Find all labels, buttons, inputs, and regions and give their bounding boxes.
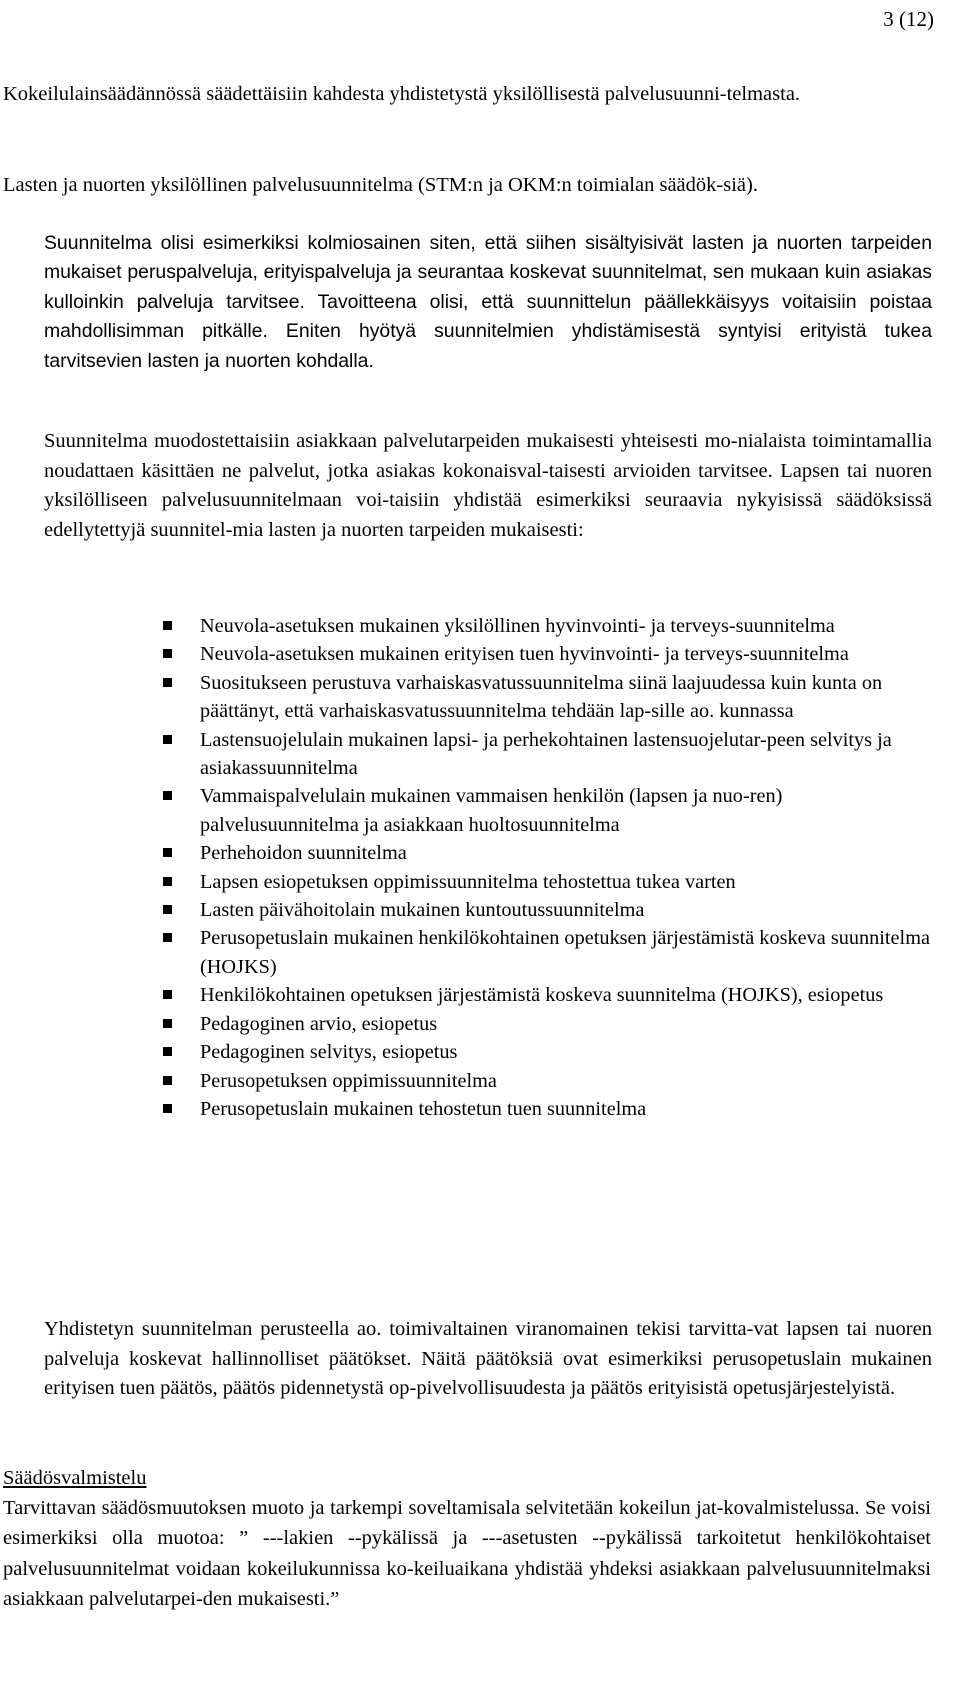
list-item	[200, 726, 930, 783]
plan-description-paragraph: Suunnitelma olisi esimerkiksi kolmiosainen siten, että siihen sisältyisivät lasten ja nuorten tarpeiden mukaiset peruspalveluja, erityispalveluja ja seurantaa koskevat suunnitelmat, sen mukaan kuin asiakas kulloinkin palveluja tarvitsee. Tavoitteena olisi, että suunnittelun päällekkäisyys voitaisiin poistaa mahdollisimman pitkälle. Eniten hyötyä suunnitelmien yhdistämisestä syntyisi erityistä tukea tarvitsevien lasten ja nuorten kohdalla.	[44, 232, 932, 372]
list-item-text: Suositukseen perustuva varhaiskasvatussuunnitelma siinä laajuudessa kuin kunta on päättänyt, että varhaiskasvatussuunnitelma tehdään lap-sille ao. kunnassa	[200, 671, 883, 723]
list-item	[200, 924, 930, 981]
list-item-text: Lastensuojelulain mukainen lapsi- ja perhekohtainen lastensuojelutar-peen selvitys ja asiakassuunnitelma	[200, 728, 892, 780]
list-item-text: Perhehoidon suunnitelma	[200, 842, 407, 865]
list-item-text: Neuvola-asetuksen mukainen erityisen tuen hyvinvointi- ja terveys-suunnitelma	[200, 643, 849, 666]
square-bullet-icon	[163, 678, 172, 687]
list-item	[200, 1067, 930, 1095]
square-bullet-icon	[163, 905, 172, 914]
list-item-text: Perusopetuslain mukainen tehostetun tuen suunnitelma	[200, 1097, 647, 1120]
list-item	[200, 640, 930, 668]
list-item-text: Vammaispalvelulain mukainen vammaisen henkilön (lapsen ja nuo-ren) palvelusuunnitelma ja asiakkaan huoltosuunnitelma	[200, 785, 783, 836]
square-bullet-icon	[163, 990, 172, 999]
list-item	[200, 1095, 930, 1123]
square-bullet-icon	[163, 848, 172, 857]
intro-paragraph-1: Kokeilulainsäädännössä säädettäisiin kahdesta yhdistetystä yksilöllisestä palvelusuunni-telmasta.	[3, 83, 801, 105]
list-item	[200, 896, 930, 924]
square-bullet-icon	[163, 1104, 172, 1113]
square-bullet-icon	[163, 1076, 172, 1085]
square-bullet-icon	[163, 791, 172, 800]
list-item-text: Henkilökohtainen opetuksen järjestämistä koskeva suunnitelma (HOJKS), esiopetus	[200, 984, 884, 1007]
square-bullet-icon	[163, 877, 172, 886]
legislation-paragraph: Tarvittavan säädösmuutoksen muoto ja tarkempi soveltamisala selvitetään kokeilun jat-kovalmistelussa. Se voisi esimerkiksi olla muotoa: ” ---lakien --pykälissä ja ---asetusten --pykälissä tarkoitetut henkilökohtaiset palvelusuunnitelmat voidaan kokeilukunnissa ko-keiluaikana yhdistää yhdeksi asiakkaan palvelusuunnitelmaksi asiakkaan palvelutarpei-den mukaisesti.”	[3, 1497, 931, 1611]
square-bullet-icon	[163, 1019, 172, 1028]
list-item-text: Lasten päivähoitolain mukainen kuntoutussuunnitelma	[200, 899, 645, 922]
list-item-text: Perusopetuksen oppimissuunnitelma	[200, 1069, 497, 1092]
list-item	[200, 1038, 930, 1066]
list-item	[200, 669, 930, 726]
list-item	[200, 782, 930, 839]
list-item-text: Neuvola-asetuksen mukainen yksilöllinen hyvinvointi- ja terveys-suunnitelma	[200, 615, 835, 637]
list-item	[200, 868, 930, 896]
list-item	[200, 839, 930, 867]
square-bullet-icon	[163, 933, 172, 942]
list-item-text: Pedagoginen arvio, esiopetus	[200, 1012, 438, 1035]
list-item-text: Lapsen esiopetuksen oppimissuunnitelma tehostettua tukea varten	[200, 870, 736, 893]
list-item	[200, 612, 930, 640]
square-bullet-icon	[163, 1047, 172, 1056]
list-item-text: Perusopetuslain mukainen henkilökohtainen opetuksen järjestämistä koskeva suunnitelma (HOJKS)	[200, 927, 930, 978]
square-bullet-icon	[163, 735, 172, 744]
list-item-text: Pedagoginen selvitys, esiopetus	[200, 1041, 458, 1064]
list-item	[200, 1010, 930, 1038]
plan-formation-paragraph: Suunnitelma muodostettaisiin asiakkaan palvelutarpeiden mukaisesti yhteisesti mo-nialaista toimintamallia noudattaen käsittäen ne palvelut, jotka asiakas kokonaisval-taisesti arvioiden tarvitsee. Lapsen tai nuoren yksilölliseen palvelusuunnitelmaan voi-taisiin yhdistää esimerkiksi seuraavia nykyisissä säädöksissä edellytettyjä suunnitel-mia lasten ja nuorten tarpeiden mukaisesti:	[44, 430, 932, 542]
intro-paragraph-2: Lasten ja nuorten yksilöllinen palvelusuunnitelma (STM:n ja OKM:n toimialan säädök-siä).	[3, 174, 758, 196]
square-bullet-icon	[163, 621, 172, 630]
square-bullet-icon	[163, 649, 172, 658]
section-heading: Säädösvalmistelu	[3, 1467, 147, 1489]
page-number: 3 (12)	[883, 7, 934, 31]
decisions-paragraph: Yhdistetyn suunnitelman perusteella ao. toimivaltainen viranomainen tekisi tarvitta-vat lapsen tai nuoren palveluja koskevat hallinnolliset päätökset. Näitä päätöksiä ovat esimerkiksi perusopetuslain mukainen erityisen tuen päätös, päätös pidennetystä op-pivelvollisuudesta ja päätös erityisistä opetusjärjestelyistä.	[44, 1318, 932, 1400]
list-item	[200, 981, 930, 1009]
plan-list	[200, 612, 930, 1123]
